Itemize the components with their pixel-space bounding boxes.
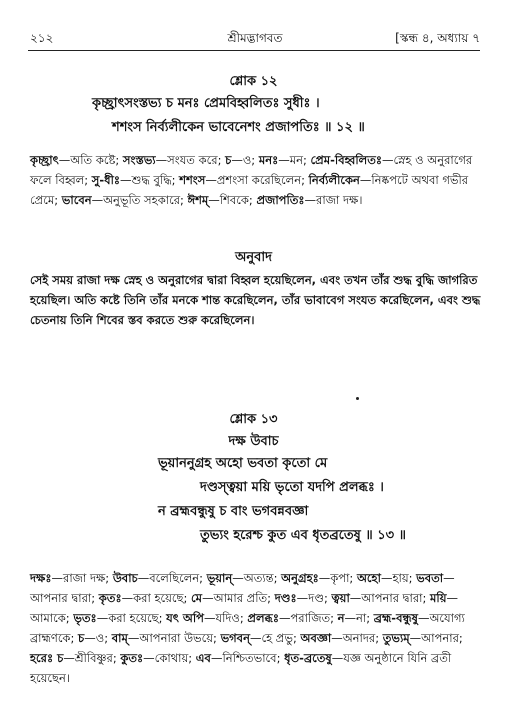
synonym-meaning: বলেছিলেন; (149, 571, 207, 585)
synonym-meaning: নিশ্চিতভাবে; (222, 651, 285, 665)
synonym-dash: — (137, 571, 150, 585)
synonym-meaning: অনাদর; (342, 631, 383, 645)
synonym-word: ময়ি (430, 591, 447, 605)
synonym-dash: — (232, 571, 244, 585)
synonym-dash: — (349, 591, 362, 605)
verse-13-synonyms (30, 568, 482, 688)
synonym-word: দণ্ডঃ (274, 591, 297, 605)
synonym-meaning: অতি কষ্টে; (70, 153, 123, 167)
synonym-word: কৃচ্ছ্রাৎ (30, 153, 59, 167)
synonym-dash: — (331, 651, 344, 665)
synonym-dash: — (84, 631, 96, 645)
synonym-dash: — (318, 571, 331, 585)
synonym-meaning: আমার প্রতি; (213, 591, 275, 605)
synonym-word: ভৃতঃ (73, 611, 97, 625)
synonym-word: অনুগ্রহঃ (281, 571, 319, 585)
synonym-meaning: শুদ্ধ বুদ্ধি; (131, 173, 180, 187)
synonym-word: ভূয়ান্ (206, 571, 233, 585)
synonym-word: ভবতা (416, 571, 444, 585)
synonym-word: দক্ষঃ (30, 571, 52, 585)
synonym-word: এব (195, 651, 211, 665)
synonym-word: শশংস (179, 173, 206, 187)
synonym-dash: — (417, 611, 430, 625)
synonym-word: ত্বয়া (331, 591, 350, 605)
synonym-meaning: রাজা দক্ষ। (316, 193, 363, 207)
header-divider (28, 50, 480, 51)
synonym-dash: — (296, 591, 309, 605)
synonym-word: বাম্ (111, 631, 128, 645)
synonym-word: ব্রহ্ম-বন্ধুষু (373, 611, 418, 625)
verse-12-synonyms (30, 150, 482, 210)
synonym-meaning: আপনারা উভয়ে; (139, 631, 221, 645)
synonym-dash: — (278, 611, 291, 625)
synonym-word: তুভ্যম্ (382, 631, 410, 645)
synonym-word: চ (225, 153, 232, 167)
page-header (30, 30, 480, 48)
verse-13-title: শ্লোক ১৩ (229, 412, 278, 427)
synonym-meaning: অনুভূতি সহকারে; (103, 193, 188, 207)
verse-13-line-4: তুভ্যং হরেশ্চ কুত এব ধৃতব্রতেষু ॥ ১৩ ॥ (200, 528, 407, 543)
synonym-dash: — (121, 591, 134, 605)
synonym-meaning: সংযত করে; (167, 153, 226, 167)
synonym-meaning: স্নেহ ও অনুরাগের ফলে বিহ্বল; (30, 153, 473, 187)
synonym-dash: — (143, 651, 155, 665)
synonym-meaning: প্রশংসা করেছিলেন; (216, 173, 309, 187)
synonym-dash: — (155, 153, 168, 167)
synonym-dash: — (120, 173, 132, 187)
synonym-meaning: কোথায়; (154, 651, 196, 665)
synonym-dash: — (443, 571, 455, 585)
synonym-meaning: হে প্রভু; (261, 631, 301, 645)
verse-12-title: শ্লোক ১২ (229, 74, 278, 89)
synonym-meaning: আপনার দ্বারা; (361, 591, 431, 605)
synonym-word: যৎ অপি (166, 611, 204, 625)
verse-12-line-2: শশংস নির্ব্যলীকেন ভাবেনেশং প্রজাপতিঃ ॥ ১২ ॥ (112, 120, 365, 135)
synonym-word: কুতঃ (120, 651, 144, 665)
synonym-dash: — (304, 193, 317, 207)
verse-13-line-3: ন ব্রহ্মবন্ধুষু চ বাং ভগবন্নবজ্ঞা (158, 504, 309, 519)
translation-heading: অনুবাদ (235, 250, 272, 265)
synonym-word: নির্ব্যলীকেন (308, 173, 360, 187)
synonym-dash: — (205, 173, 217, 187)
synonym-word: অহো (356, 571, 381, 585)
synonym-dash: — (202, 591, 214, 605)
verse-13-line-1: ভূয়াননুগ্রহ অহো ভবতা কৃতো মে (158, 456, 328, 471)
synonym-meaning: রাজা দক্ষ; (63, 571, 113, 585)
synonym-meaning: করা হয়েছে; (133, 591, 191, 605)
verse-12-translation: সেই সময় রাজা দক্ষ স্নেহ ও অনুরাগের দ্বারা বিহ্বল হয়েছিলেন, এবং তখন তাঁর শুদ্ধ বুদ্ধি জাগরিত হয়েছিল। অতি কষ্টে তিনি তাঁর মনকে শান্ত করেছিলেন, তাঁর ভাবাবেগ সংযত করেছিলেন, এবং শুদ্ধ চেতনায় তিনি শিবের স্তব করতে শুরু করেছিলেন। (30, 273, 481, 327)
page-speck (356, 397, 359, 400)
synonym-meaning: দণ্ড; (308, 591, 332, 605)
synonym-dash: — (231, 153, 243, 167)
synonym-meaning: ও; (242, 153, 259, 167)
verse-12-line-1: কৃচ্ছ্রাৎসংস্তভ্য চ মনঃ প্রেমবিহ্বলিতঃ সুধীঃ । (92, 96, 320, 111)
synonym-word: ঈশম্ (187, 193, 209, 207)
synonym-dash: — (249, 631, 262, 645)
synonym-dash: — (210, 651, 223, 665)
synonym-dash: — (380, 571, 393, 585)
synonym-word: মনঃ (258, 153, 279, 167)
chapter-reference: [স্কন্ধ ৪, অধ্যায় ৭ (395, 31, 480, 45)
synonym-word: প্রেম-বিহ্বলিতঃ (310, 153, 382, 167)
synonym-dash: — (359, 173, 372, 187)
book-title: শ্রীমদ্ভাগবত (227, 31, 283, 45)
synonym-word: অবজ্ঞা (300, 631, 332, 645)
synonym-meaning: না; (356, 611, 374, 625)
synonym-word: সু-ধীঃ (91, 173, 121, 187)
synonym-meaning: হায়; (392, 571, 417, 585)
synonym-dash: — (91, 193, 104, 207)
synonym-meaning: অত্যন্ত; (243, 571, 282, 585)
synonym-dash: — (203, 611, 216, 625)
synonym-dash: — (58, 153, 71, 167)
synonym-dash: — (344, 611, 357, 625)
synonym-word: সংস্তভ্য (122, 153, 156, 167)
synonym-meaning: করা হয়েছে; (108, 611, 167, 625)
synonym-word: ভাবেন (61, 193, 92, 207)
synonym-word: ভগবন্ (220, 631, 250, 645)
synonym-meaning: আপনার; (421, 631, 463, 645)
synonym-dash: — (331, 631, 343, 645)
synonym-meaning: ও; (95, 631, 112, 645)
synonym-word: মে (191, 591, 203, 605)
synonym-meaning: আপনার দ্বারা; (30, 591, 99, 605)
synonym-word: প্রলব্ধঃ (247, 611, 279, 625)
synonym-meaning: যদিও; (215, 611, 248, 625)
synonym-meaning: মন; (289, 153, 311, 167)
verse-13-line-2: দণ্ডস্ত্বয়া ময়ি ভৃতো যদপি প্রলব্ধঃ । (200, 480, 384, 495)
synonym-word: চ (78, 631, 85, 645)
synonym-meaning: যজ্ঞ অনুষ্ঠানে যিনি ব্রতী হয়েছেন। (30, 651, 452, 685)
synonym-dash: — (278, 153, 290, 167)
synonym-meaning: কৃপা; (330, 571, 357, 585)
verse-13-speaker: দক্ষ উবাচ (228, 434, 279, 449)
synonym-dash: — (381, 153, 394, 167)
synonym-dash: — (96, 611, 109, 625)
page-number: ২১২ (30, 31, 54, 45)
synonym-word: উবাচ (112, 571, 138, 585)
synonym-meaning: নিষ্কপটে অথবা গভীর প্রেমে; (30, 173, 469, 207)
synonym-dash: — (409, 631, 422, 645)
synonym-word: হরেঃ চ (30, 651, 64, 665)
synonym-meaning: শ্রীবিষ্ণুর; (74, 651, 121, 665)
synonym-dash: — (51, 571, 63, 585)
synonym-dash: — (63, 651, 75, 665)
synonym-dash: — (127, 631, 140, 645)
synonym-word: ধৃত-ব্রতেষু (284, 651, 332, 665)
synonym-meaning: আমাকে; (30, 611, 74, 625)
synonym-meaning: পরাজিত; (290, 611, 338, 625)
synonym-word: প্রজাপতিঃ (256, 193, 305, 207)
synonym-meaning: শিবকে; (219, 193, 257, 207)
synonym-dash: — (446, 591, 458, 605)
synonym-word: ন (337, 611, 345, 625)
synonym-word: কৃতঃ (98, 591, 122, 605)
synonym-dash: — (208, 193, 220, 207)
synonym-meaning: অযোগ্য ব্রাহ্মণকে; (30, 611, 465, 645)
